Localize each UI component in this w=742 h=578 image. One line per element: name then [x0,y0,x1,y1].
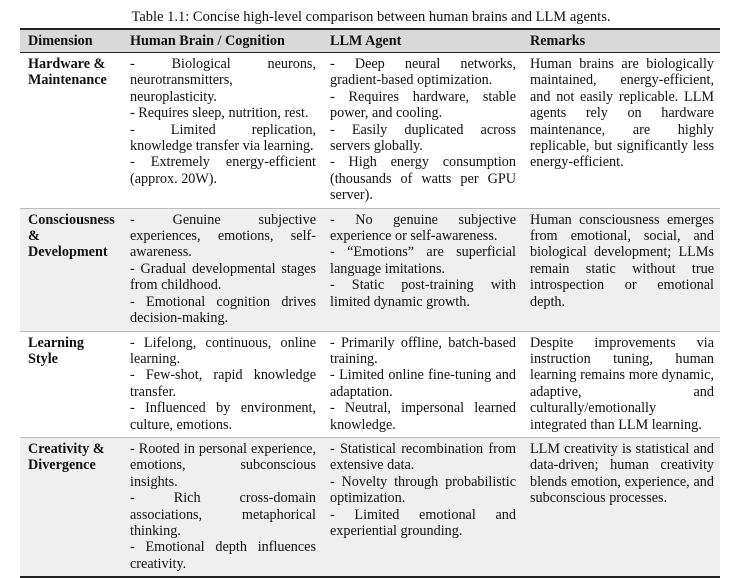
llm-bullet: - “Emotions” are superficial language imitations. [330,244,516,277]
human-bullet: - Few-shot, rapid knowledge transfer. [130,367,316,400]
human-bullet: - Genuine subjective experiences, emotions, self-awareness. [130,211,316,261]
llm-bullet: - Requires hardware, stable power, and cooling. [330,88,516,122]
llm-cell [322,208,522,331]
human-bullet: - Limited replication, knowledge transfer via learning. [130,121,316,155]
header-human-brain: Human Brain / Cognition [122,29,322,53]
llm-bullet: - Deep neural networks, gradient-based optimization. [330,56,516,89]
dimension-cell: Creativity & Divergence [20,437,122,577]
table-row [20,331,720,437]
human-bullet: - Rooted in personal experience, emotions, subconscious insights. [130,440,316,490]
dimension-cell: Hardware & Maintenance [20,53,122,209]
human-bullet: - Biological neurons, neurotransmitters, neuroplasticity. [130,56,316,105]
table-row [20,53,720,209]
remarks-cell: LLM creativity is statistical and data-driven; human creativity blends emotion, experience, and subconscious processes. [522,437,720,577]
header-llm-agent: LLM Agent [322,29,522,53]
dimension-cell: Learning Style [20,331,122,437]
llm-bullet: - Novelty through probabilistic optimization. [330,473,516,507]
llm-bullet: - Limited online fine-tuning and adaptation. [330,367,516,400]
remarks-cell: Despite improvements via instruction tuning, human learning remains more dynamic, adaptive, and culturally/emotionally integrated than LLM learning. [522,331,720,437]
dimension-cell: Consciousness & Development [20,208,122,331]
table-row [20,437,720,577]
llm-bullet: - Neutral, impersonal learned knowledge. [330,400,516,433]
human-bullet: - Rich cross-domain associations, metaphorical thinking. [130,490,316,539]
header-remarks: Remarks [522,29,720,53]
llm-bullet: - Statistical recombination from extensive data. [330,440,516,474]
human-bullet: - Requires sleep, nutrition, rest. [130,105,309,122]
human-bullet: - Gradual developmental stages from childhood. [130,260,316,294]
llm-bullet: - High energy consumption (thousands of watts per GPU server). [330,154,516,204]
human-cell [122,208,322,331]
human-bullet: - Influenced by environment, culture, emotions. [130,400,316,433]
llm-cell [322,437,522,577]
comparison-table [20,28,720,578]
table-row [20,208,720,331]
human-bullet: - Extremely energy-efficient (approx. 20W). [130,154,316,187]
llm-bullet: - Easily duplicated across servers globally. [330,121,516,155]
table-caption: Table 1.1: Concise high-level comparison between human brains and LLM agents. [131,9,611,25]
llm-bullet: - Static post-training with limited dynamic growth. [330,277,516,310]
paper-page [20,0,722,578]
human-cell [122,53,322,209]
llm-cell [322,53,522,209]
human-cell [122,331,322,437]
human-bullet: - Lifelong, continuous, online learning. [130,334,316,367]
llm-bullet: - Limited emotional and experiential grounding. [330,506,516,539]
human-bullet: - Emotional depth influences creativity. [130,539,316,572]
llm-cell [322,331,522,437]
llm-bullet: - Primarily offline, batch-based training. [330,334,516,367]
header-row [20,29,720,53]
remarks-cell: Human brains are biologically maintained, energy-efficient, and not easily replicable. LLM agents rely on hardware maintenance, are highly replicable, but significantly less energy-efficient. [522,53,720,209]
header-dimension: Dimension [20,29,122,53]
human-bullet: - Emotional cognition drives decision-making. [130,293,316,327]
human-cell [122,437,322,577]
llm-bullet: - No genuine subjective experience or self-awareness. [330,211,516,245]
remarks-cell: Human consciousness emerges from emotional, social, and biological development; LLMs remain static without true introspection or emotional depth. [522,208,720,331]
